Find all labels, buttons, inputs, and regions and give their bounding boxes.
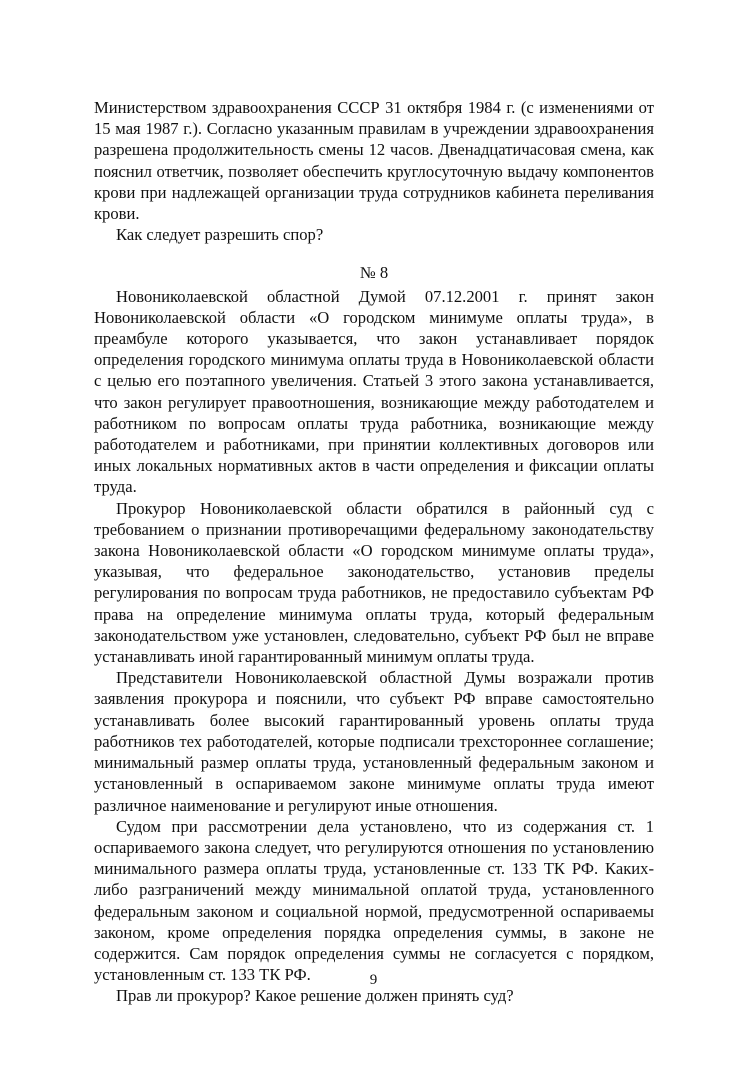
page-number: 9	[369, 972, 378, 988]
document-page	[94, 97, 654, 1007]
case-paragraph: Судом при рассмотрении дела установлено, что из содержания ст. 1 оспариваемого закона следует, что регулируются отношения по установлению минимального размера оплаты труда, установленные ст. 133 ТК РФ. Каких-либо разграничений между минимальной оплатой труда, установленного федеральным законом и социальной нормой, предусмотренной оспариваемы законом, кроме определения порядка определения суммы, в законе не содержится. Сам порядок определения суммы не согласуется с порядком, установленным ст. 133 ТК РФ.	[94, 816, 654, 985]
final-question: Прав ли прокурор? Какое решение должен принять суд?	[116, 986, 514, 1006]
case-paragraph: Прокурор Новониколаевской области обратился в районный суд с требованием о признании противоречащими федеральному законодательству закона Новониколаевской области «О городском минимуме оплаты труда», указывая, что федеральное законодательство, установив пределы регулирования по вопросам труда работников, не предоставило субъектам РФ права на определение минимума оплаты труда, который федеральным законодательством уже установлен, следовательно, субъект РФ был не вправе устанавливать иной гарантированный минимум оплаты труда.	[94, 498, 654, 667]
intro-paragraph: Министерством здравоохранения СССР 31 октября 1984 г. (с изменениями от 15 мая 1987 г.). Согласно указанным правилам в учреждении здравоохранения разрешена продолжительность смены 12 часов. Двенадцатичасовая смена, как пояснил ответчик, позволяет обеспечить круглосуточную выдачу компонентов крови при надлежащей организации труда сотрудников кабинета переливания крови.	[94, 98, 654, 224]
case-paragraph: Представители Новониколаевской областной Думы возражали против заявления прокурора и пояснили, что субъект РФ вправе самостоятельно устанавливать более высокий гарантированный уровень оплаты труда работников тех работодателей, которые подписали трехстороннее соглашение; минимальный размер оплаты труда, установленный федеральным законом и установленный в оспариваемом законе минимуме оплаты труда имеют различное наименование и регулируют иные отношения.	[94, 668, 654, 815]
intro-question: Как следует разрешить спор?	[116, 225, 324, 245]
case-heading: № 8	[359, 263, 389, 283]
case-paragraph: Новониколаевской областной Думой 07.12.2001 г. принят закон Новониколаевской области «О городском минимуме оплаты труда», в преамбуле которого указывается, что закон устанавливает порядок определения городского минимума оплаты труда в Новониколаевской области с целью его поэтапного увеличения. Статьей 3 этого закона устанавливается, что закон регулирует правоотношения, возникающие между работодателем и работником по вопросам оплаты труда работника, возникающие между работодателем и работниками, при принятии коллективных договоров или иных локальных нормативных актов в части определения и фиксации оплаты труда.	[94, 286, 654, 497]
